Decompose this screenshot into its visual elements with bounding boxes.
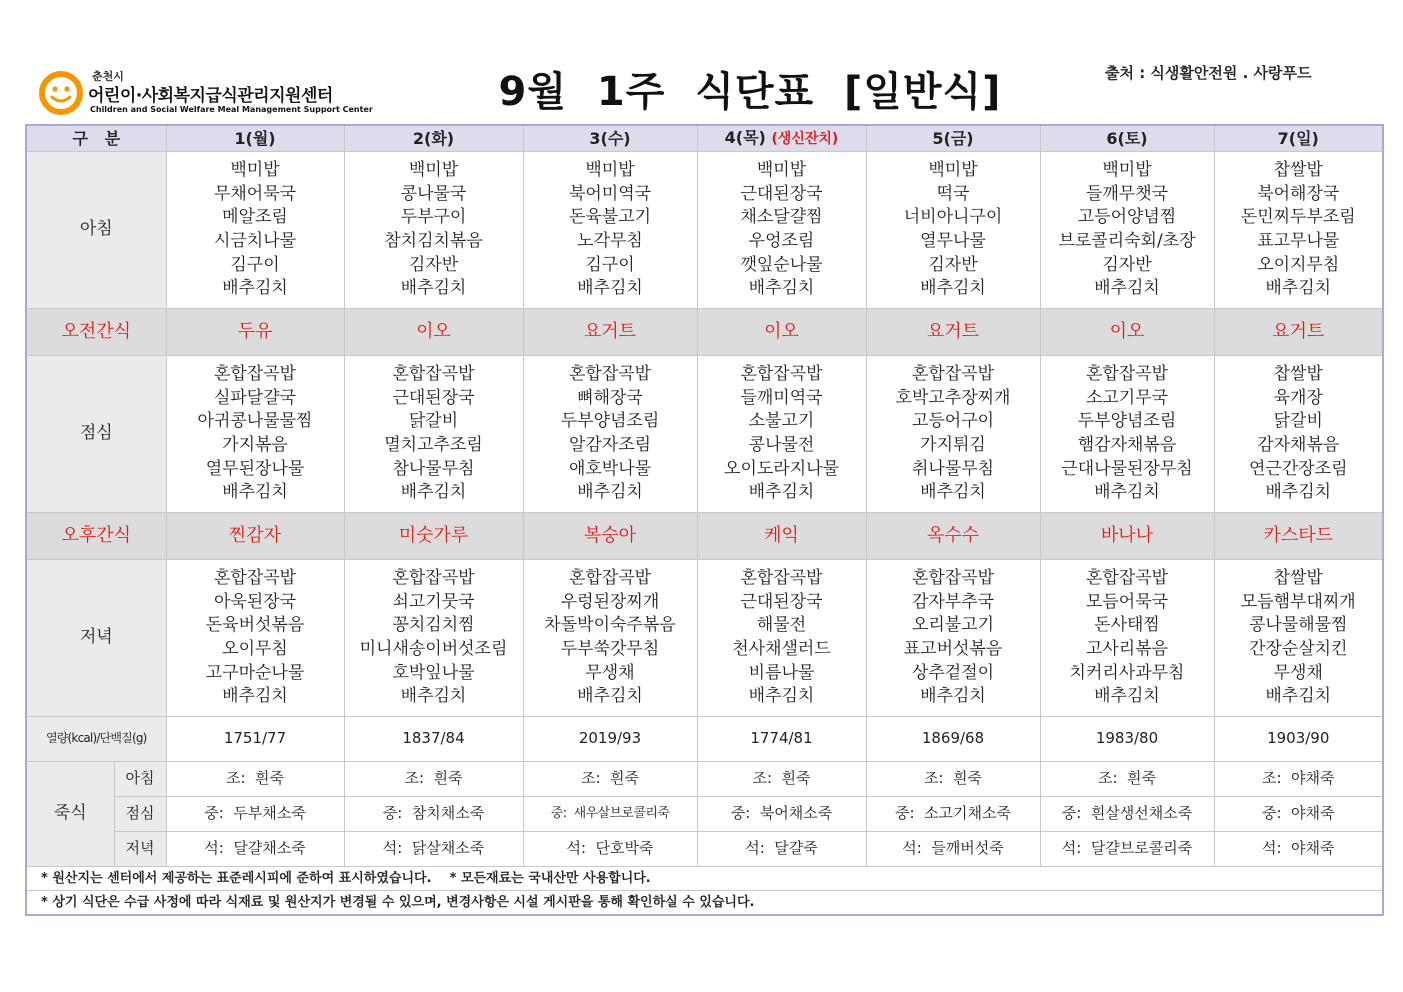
day-header: 5(금) — [866, 125, 1040, 152]
menu-cell — [523, 560, 697, 717]
dish-item: 돈육불고기 — [568, 207, 652, 228]
porridge-cell: 중: 야채죽 — [1214, 797, 1383, 832]
dish-item: 배추김치 — [222, 278, 288, 299]
row-label: 오전간식 — [26, 309, 166, 356]
dish-item: 근대된장국 — [392, 387, 475, 408]
snack-cell: 복숭아 — [523, 513, 697, 560]
dish-item: 들깨미역국 — [740, 387, 823, 408]
dish-item: 표고무나물 — [1257, 231, 1340, 251]
snack-cell: 카스타드 — [1214, 513, 1383, 560]
porridge-breakfast-row — [26, 762, 1383, 797]
dish-item: 근대된장국 — [740, 183, 823, 204]
dish-item: 근대나물된장무침 — [1061, 458, 1193, 479]
page-header — [0, 0, 1403, 124]
dish-item: 혼합잡곡밥 — [568, 364, 652, 385]
dish-item: 채소달걀찜 — [740, 207, 823, 228]
dish-item: 알감자조림 — [568, 435, 652, 455]
dish-item: 콩나물해물찜 — [1248, 615, 1348, 636]
dish-item: 치커리사과무침 — [1069, 662, 1185, 683]
dish-item: 감자채볶음 — [1257, 435, 1340, 455]
dish-item: 배추김치 — [748, 278, 815, 299]
dish-item: 혼합잡곡밥 — [213, 568, 297, 589]
dish-item: 모듬햄부대찌개 — [1240, 591, 1356, 612]
porridge-cell: 석: 단호박죽 — [523, 832, 697, 867]
dish-item: 두부구이 — [400, 207, 467, 228]
porridge-cell: 중: 두부채소죽 — [166, 797, 344, 832]
dish-item: 북어해장국 — [1257, 183, 1340, 204]
menu-cell — [697, 560, 866, 717]
snack-cell: 바나나 — [1040, 513, 1214, 560]
breakfast-row — [26, 152, 1383, 309]
dish-item: 백미밥 — [230, 160, 280, 181]
dish-item: 가지볶음 — [222, 435, 288, 455]
day-label: 4(목) — [724, 128, 766, 147]
snack-cell: 두유 — [166, 309, 344, 356]
birthday-party-note: (생신잔치) — [771, 131, 839, 147]
dish-item: 배추김치 — [400, 482, 467, 503]
porridge-cell: 석: 달걀죽 — [697, 832, 866, 867]
pm-snack-row — [26, 513, 1383, 560]
nutrition-cell: 2019/93 — [523, 717, 697, 762]
change-note: * 상기 식단은 수급 사정에 따라 식재료 및 원산지가 변경될 수 있으며, 변경사항은 시설 게시판을 통해 확인하실 수 있습니다. — [26, 891, 1383, 916]
dish-item: 미니새송이버섯조림 — [359, 639, 508, 659]
porridge-cell: 중: 흰살생선채소죽 — [1040, 797, 1214, 832]
dish-item: 김자반 — [408, 254, 459, 275]
dish-item: 배추김치 — [577, 278, 643, 299]
dish-item: 우엉조림 — [748, 231, 815, 251]
dish-item: 배추김치 — [577, 482, 643, 503]
porridge-cell: 석: 닭살채소죽 — [344, 832, 523, 867]
nutrition-cell: 1903/90 — [1214, 717, 1383, 762]
dish-item: 배추김치 — [1265, 278, 1332, 299]
dish-item: 돈육버섯볶음 — [205, 615, 305, 636]
porridge-cell: 중: 참치채소죽 — [344, 797, 523, 832]
dish-item: 콩나물국 — [400, 183, 467, 204]
dish-item: 깻잎순나물 — [740, 254, 823, 275]
dish-item: 무생채 — [585, 662, 635, 683]
dish-item: 김구이 — [585, 254, 635, 275]
snack-cell: 요거트 — [523, 309, 697, 356]
dish-item: 고등어구이 — [911, 411, 995, 432]
menu-cell — [344, 356, 523, 513]
dish-item: 백미밥 — [928, 160, 978, 181]
porridge-meal-label: 저녁 — [114, 832, 166, 867]
dish-item: 김자반 — [1102, 254, 1152, 275]
day-header: 2(화) — [344, 125, 523, 152]
porridge-cell: 석: 들깨버섯죽 — [866, 832, 1040, 867]
dish-item: 노각무침 — [577, 231, 643, 251]
dish-item: 호박고추장찌개 — [895, 387, 1011, 408]
porridge-cell: 중: 북어채소죽 — [697, 797, 866, 832]
dish-item: 브로콜리숙회/초장 — [1058, 231, 1196, 251]
dish-item: 찹쌀밥 — [1273, 568, 1323, 589]
menu-cell — [697, 356, 866, 513]
nutrition-cell: 1983/80 — [1040, 717, 1214, 762]
dish-item: 무채어묵국 — [213, 183, 297, 204]
porridge-meal-label: 점심 — [114, 797, 166, 832]
dish-item: 고등어양념찜 — [1077, 207, 1177, 228]
dish-item: 배추김치 — [400, 686, 467, 707]
dish-item: 찹쌀밥 — [1273, 160, 1323, 181]
dish-item: 백미밥 — [585, 160, 635, 181]
dish-item: 배추김치 — [920, 482, 986, 503]
dish-item: 해물전 — [756, 615, 807, 636]
dish-item: 취나물무침 — [911, 458, 995, 479]
nutrition-cell: 1774/81 — [697, 717, 866, 762]
row-label: 열량(kcal)/단백질(g) — [26, 717, 166, 762]
menu-cell — [166, 560, 344, 717]
dish-item: 멸치고추조림 — [384, 435, 483, 455]
nutrition-cell: 1751/77 — [166, 717, 344, 762]
dish-item: 오이무침 — [222, 639, 288, 659]
note-row — [26, 891, 1383, 916]
logo-city: 춘천시 — [92, 70, 124, 83]
snack-cell: 옥수수 — [866, 513, 1040, 560]
dish-item: 무생채 — [1273, 662, 1323, 683]
dish-item: 너비아니구이 — [903, 207, 1003, 228]
dish-item: 열무된장나물 — [205, 458, 305, 479]
dish-item: 배추김치 — [1265, 482, 1332, 503]
dish-item: 표고버섯볶음 — [903, 639, 1003, 659]
snack-cell: 미숫가루 — [344, 513, 523, 560]
dish-item: 김자반 — [928, 254, 978, 275]
menu-table — [25, 124, 1384, 916]
row-label: 점심 — [26, 356, 166, 513]
dish-item: 혼합잡곡밥 — [911, 568, 995, 589]
dish-item: 닭갈비 — [408, 411, 459, 432]
porridge-dinner-row — [26, 832, 1383, 867]
menu-cell — [1214, 356, 1383, 513]
dish-item: 혼합잡곡밥 — [1085, 364, 1169, 385]
porridge-cell: 조: 흰죽 — [523, 762, 697, 797]
page-title: 9월 1주 식단표 [일반식] — [498, 69, 1002, 115]
logo-english-name: Children and Social Welfare Meal Management Support Center — [90, 105, 373, 114]
menu-cell — [697, 152, 866, 309]
porridge-cell: 조: 야채죽 — [1214, 762, 1383, 797]
lunch-row — [26, 356, 1383, 513]
porridge-cell: 조: 흰죽 — [697, 762, 866, 797]
menu-cell — [866, 152, 1040, 309]
dish-item: 애호박나물 — [568, 458, 652, 479]
porridge-meal-label: 아침 — [114, 762, 166, 797]
porridge-cell: 중: 소고기채소죽 — [866, 797, 1040, 832]
dish-item: 두부쑥갓무침 — [560, 639, 660, 659]
dish-item: 메알조림 — [222, 207, 288, 228]
dish-item: 두부양념조림 — [560, 411, 660, 432]
porridge-cell: 중: 새우살브로콜리죽 — [523, 797, 697, 832]
menu-cell — [344, 560, 523, 717]
dish-item: 배추김치 — [1094, 278, 1160, 299]
dish-item: 우렁된장찌개 — [560, 591, 660, 612]
dish-item: 햄감자채볶음 — [1077, 435, 1177, 455]
snack-cell: 찐감자 — [166, 513, 344, 560]
dish-item: 콩나물전 — [748, 435, 815, 455]
porridge-cell: 석: 달걀브로콜리죽 — [1040, 832, 1214, 867]
dish-item: 소고기무국 — [1085, 387, 1169, 408]
dish-item: 북어미역국 — [568, 183, 652, 204]
day-header-row — [26, 125, 1383, 152]
day-header: 7(일) — [1214, 125, 1383, 152]
dish-item: 배추김치 — [1094, 686, 1160, 707]
row-label: 오후간식 — [26, 513, 166, 560]
dish-item: 근대된장국 — [740, 591, 823, 612]
smiley-logo-icon — [38, 70, 84, 116]
dish-item: 백미밥 — [408, 160, 459, 181]
dish-item: 배추김치 — [920, 278, 986, 299]
day-header: 6(토) — [1040, 125, 1214, 152]
day-header: 3(수) — [523, 125, 697, 152]
dish-item: 두부양념조림 — [1077, 411, 1177, 432]
dish-item: 소불고기 — [748, 411, 815, 432]
corner-label: 구 분 — [26, 125, 166, 152]
menu-cell — [1040, 152, 1214, 309]
origin-note: * 원산지는 센터에서 제공하는 표준레시피에 준하여 표시하였습니다. * 모든재료는 국내산만 사용합니다. — [26, 867, 1383, 891]
day-header: 1(월) — [166, 125, 344, 152]
dish-item: 배추김치 — [222, 686, 288, 707]
snack-cell: 이오 — [344, 309, 523, 356]
dish-item: 참치김치볶음 — [384, 231, 483, 251]
nutrition-cell: 1869/68 — [866, 717, 1040, 762]
dish-item: 배추김치 — [222, 482, 288, 503]
dish-item: 들깨무챗국 — [1085, 183, 1169, 204]
dish-item: 차돌박이숙주볶음 — [544, 615, 676, 636]
porridge-lunch-row — [26, 797, 1383, 832]
menu-cell — [1040, 356, 1214, 513]
dish-item: 비름나물 — [748, 662, 815, 683]
dish-item: 호박잎나물 — [392, 662, 475, 683]
dish-item: 혼합잡곡밥 — [740, 568, 823, 589]
menu-cell — [166, 152, 344, 309]
menu-cell — [523, 152, 697, 309]
menu-cell — [866, 560, 1040, 717]
menu-cell — [1214, 560, 1383, 717]
dish-item: 오리불고기 — [911, 615, 995, 636]
dish-item: 실파달걀국 — [213, 387, 297, 408]
dish-item: 배추김치 — [577, 686, 643, 707]
dish-item: 배추김치 — [1094, 482, 1160, 503]
porridge-cell: 조: 흰죽 — [1040, 762, 1214, 797]
dish-item: 시금치나물 — [213, 231, 297, 251]
dish-item: 찹쌀밥 — [1273, 364, 1323, 385]
nutrition-row — [26, 717, 1383, 762]
dish-item: 쇠고기뭇국 — [392, 591, 475, 612]
dish-item: 혼합잡곡밥 — [392, 364, 475, 385]
dish-item: 고사리볶음 — [1085, 639, 1169, 659]
porridge-cell: 조: 흰죽 — [166, 762, 344, 797]
dish-item: 모듬어묵국 — [1085, 591, 1169, 612]
dinner-row — [26, 560, 1383, 717]
source-credit: 출처 : 식생활안전원 . 사랑푸드 — [1105, 64, 1312, 82]
dish-item: 천사채샐러드 — [732, 639, 831, 659]
menu-cell — [866, 356, 1040, 513]
dish-item: 뼈해장국 — [577, 387, 643, 408]
dish-item: 혼합잡곡밥 — [911, 364, 995, 385]
dish-item: 상추겉절이 — [911, 662, 995, 683]
porridge-cell: 석: 달걀채소죽 — [166, 832, 344, 867]
dish-item: 감자부추국 — [911, 591, 995, 612]
snack-cell: 요거트 — [1214, 309, 1383, 356]
porridge-cell: 석: 야채죽 — [1214, 832, 1383, 867]
menu-cell — [1214, 152, 1383, 309]
menu-cell — [1040, 560, 1214, 717]
dish-item: 꽁치김치찜 — [392, 615, 475, 636]
dish-item: 아욱된장국 — [213, 591, 297, 612]
logo-name: 어린이·사회복지급식관리지원센터 — [88, 86, 333, 106]
snack-cell: 이오 — [697, 309, 866, 356]
dish-item: 배추김치 — [748, 482, 815, 503]
dish-item: 혼합잡곡밥 — [740, 364, 823, 385]
nutrition-cell: 1837/84 — [344, 717, 523, 762]
day-header — [697, 125, 866, 152]
snack-cell: 케익 — [697, 513, 866, 560]
note-row — [26, 867, 1383, 891]
dish-item: 배추김치 — [920, 686, 986, 707]
dish-item: 오이지무침 — [1257, 254, 1340, 275]
dish-item: 아귀콩나물물찜 — [197, 411, 313, 432]
dish-item: 고구마순나물 — [205, 662, 305, 683]
dish-item: 배추김치 — [400, 278, 467, 299]
menu-cell — [344, 152, 523, 309]
dish-item: 배추김치 — [1265, 686, 1332, 707]
row-label: 저녁 — [26, 560, 166, 717]
menu-cell — [166, 356, 344, 513]
snack-cell: 요거트 — [866, 309, 1040, 356]
porridge-cell: 조: 흰죽 — [344, 762, 523, 797]
porridge-cell: 조: 흰죽 — [866, 762, 1040, 797]
snack-cell: 이오 — [1040, 309, 1214, 356]
dish-item: 열무나물 — [920, 231, 986, 251]
dish-item: 참나물무침 — [392, 458, 475, 479]
dish-item: 오이도라지나물 — [724, 458, 839, 479]
dish-item: 배추김치 — [748, 686, 815, 707]
dish-item: 백미밥 — [756, 160, 807, 181]
dish-item: 닭갈비 — [1273, 411, 1323, 432]
dish-item: 간장순살치킨 — [1248, 639, 1348, 659]
dish-item: 돈사태찜 — [1094, 615, 1160, 636]
dish-item: 김구이 — [230, 254, 280, 275]
row-label: 아침 — [26, 152, 166, 309]
dish-item: 백미밥 — [1102, 160, 1152, 181]
am-snack-row — [26, 309, 1383, 356]
dish-item: 떡국 — [936, 183, 970, 204]
dish-item: 혼합잡곡밥 — [392, 568, 475, 589]
center-logo — [38, 68, 378, 118]
dish-item: 혼합잡곡밥 — [1085, 568, 1169, 589]
dish-item: 연근간장조림 — [1248, 458, 1348, 479]
dish-item: 혼합잡곡밥 — [568, 568, 652, 589]
row-label: 죽식 — [26, 762, 114, 867]
dish-item: 가지튀김 — [920, 435, 986, 455]
dish-item: 혼합잡곡밥 — [213, 364, 297, 385]
dish-item: 육개장 — [1273, 387, 1323, 408]
dish-item: 돈민찌두부조림 — [1240, 207, 1356, 228]
menu-cell — [523, 356, 697, 513]
